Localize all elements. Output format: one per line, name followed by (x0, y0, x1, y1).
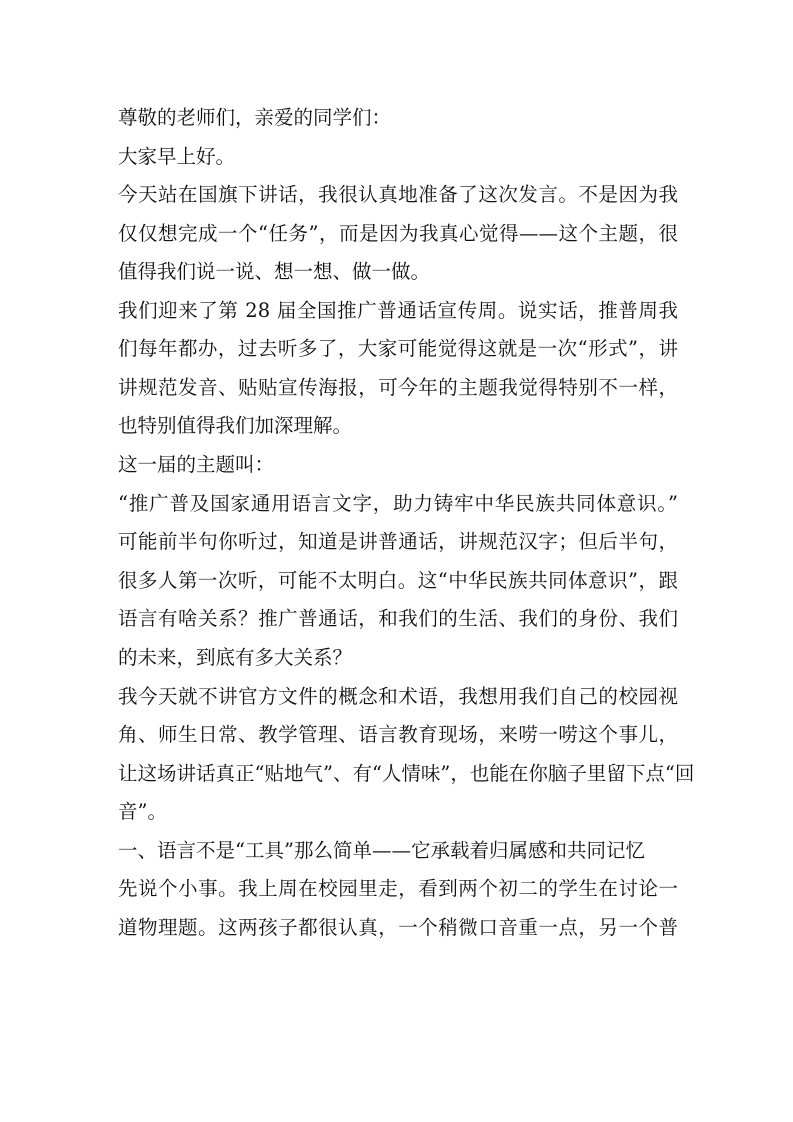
text-line: 很多人第一次听，可能不太明白。这“中华民族共同体意识”，跟 (118, 569, 678, 592)
text-line: 也特别值得我们加深理解。 (118, 414, 353, 437)
text-line: 仅仅想完成一个“任务”，而是因为我真心觉得——这个主题，很 (118, 222, 678, 245)
text-line: 大家早上好。 (118, 145, 236, 168)
text-line: 我今天就不讲官方文件的概念和术语，我想用我们自己的校园视 (118, 685, 678, 708)
text-line: 可能前半句你听过，知道是讲普通话，讲规范汉字；但后半句， (118, 530, 678, 553)
text-line: 音”。 (118, 800, 167, 823)
text-line: 讲规范发音、贴贴宣传海报，可今年的主题我觉得特别不一样， (118, 376, 678, 399)
text-line: 先说个小事。我上周在校园里走，看到两个初二的学生在讨论一 (118, 877, 678, 900)
text-line: 语言有啥关系？推广普通话，和我们的生活、我们的身份、我们 (118, 607, 678, 630)
text-line: 尊敬的老师们，亲爱的同学们： (118, 106, 392, 129)
text-line: 们每年都办，过去听多了，大家可能觉得这就是一次“形式”，讲 (118, 337, 678, 360)
section-heading: 一、语言不是“工具”那么简单——它承载着归属感和共同记忆 (118, 839, 645, 862)
text-line: 值得我们说一说、想一想、做一做。 (118, 260, 431, 283)
text-line: 今天站在国旗下讲话，我很认真地准备了这次发言。不是因为我 (118, 183, 678, 206)
text-line: 让这场讲话真正“贴地气”、有“人情味”，也能在你脑子里留下点“回 (118, 762, 695, 785)
text-line: 道物理题。这两孩子都很认真，一个稍微口音重一点，另一个普 (118, 916, 678, 939)
text-line: “推广普及国家通用语言文字，助力铸牢中华民族共同体意识。” (118, 492, 678, 515)
text-line: 的未来，到底有多大关系？ (118, 646, 353, 669)
text-line: 角、师生日常、教学管理、语言教育现场，来唠一唠这个事儿， (118, 723, 678, 746)
text-line: 我们迎来了第 28 届全国推广普通话宣传周。说实话，推普周我 (118, 299, 678, 322)
text-line: 这一届的主题叫： (118, 453, 275, 476)
